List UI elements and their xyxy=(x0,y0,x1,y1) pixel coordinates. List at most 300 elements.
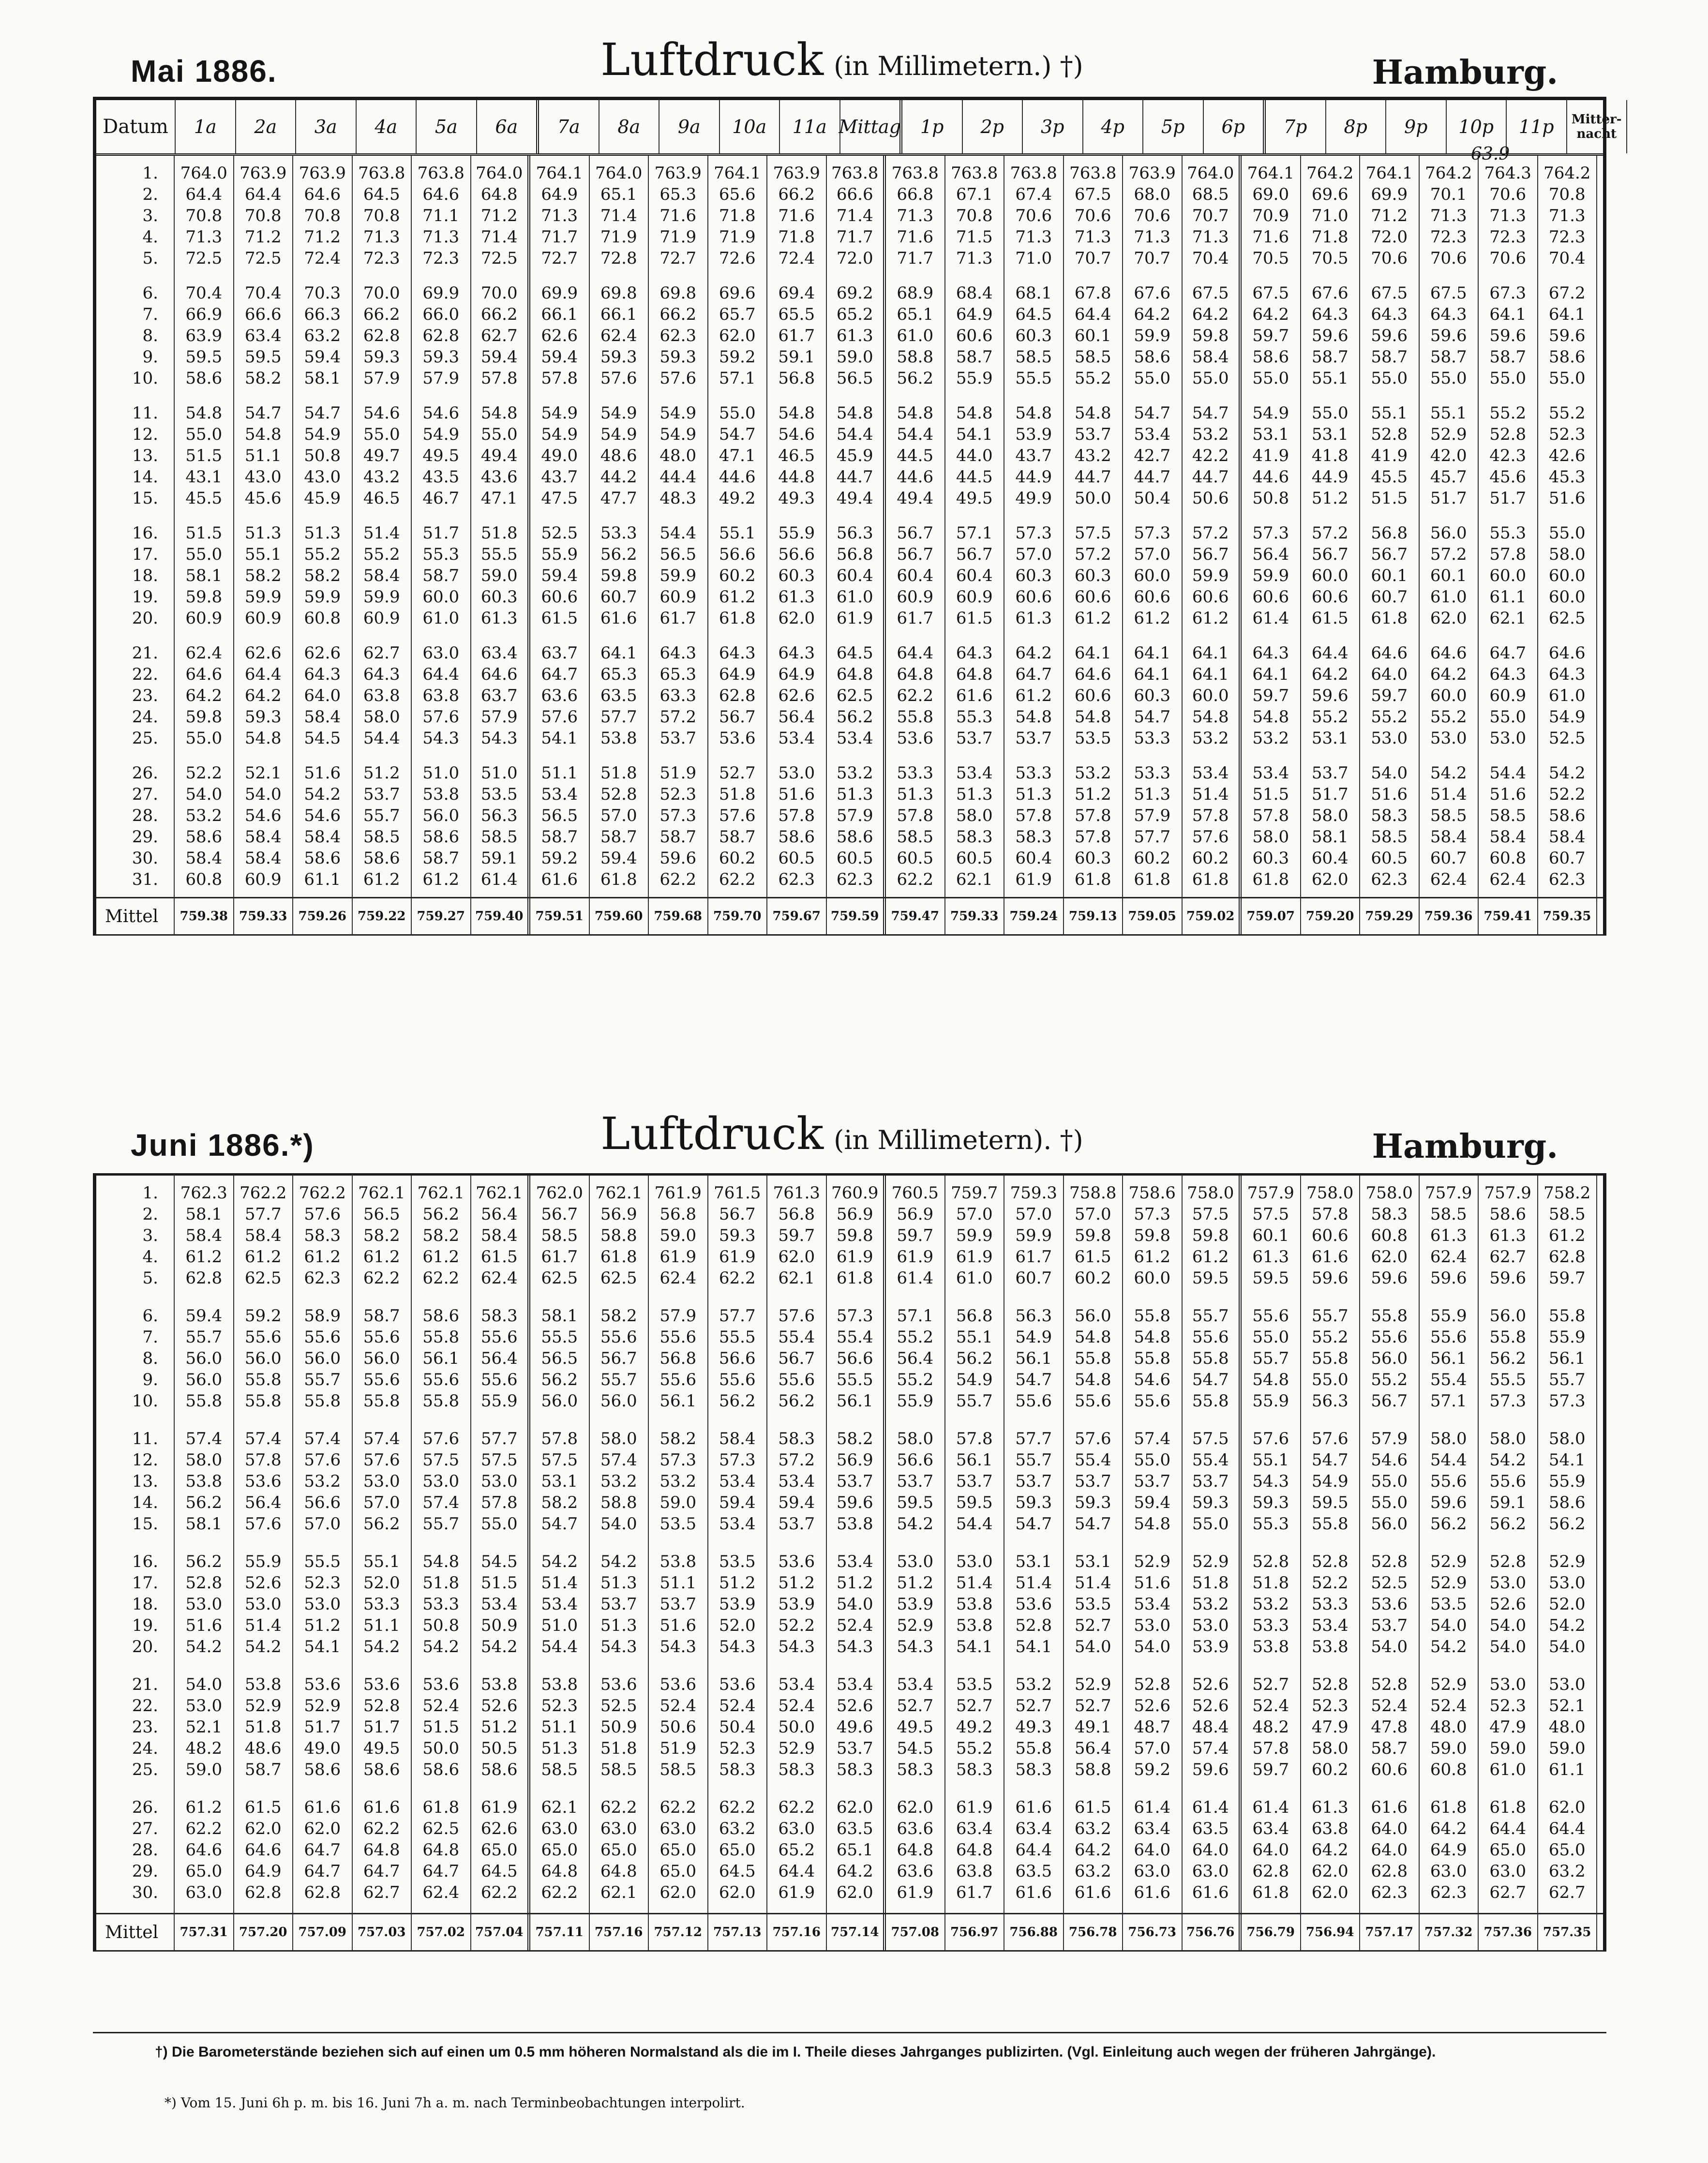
date-label: 1. xyxy=(142,1183,158,1203)
pressure-value: 63.0 xyxy=(659,1819,697,1838)
pressure-value: 48.3 xyxy=(659,489,697,508)
pressure-value: 45.5 xyxy=(185,489,223,508)
pressure-value: 57.5 xyxy=(1252,1205,1289,1224)
date-column xyxy=(96,1544,175,1667)
pressure-value: 70.6 xyxy=(1430,249,1467,268)
pressure-value: 71.2 xyxy=(480,206,518,225)
pressure-value: 43.7 xyxy=(1015,446,1052,465)
hour-column xyxy=(1064,1790,1124,1913)
hour-column xyxy=(886,636,945,756)
pressure-value: 64.5 xyxy=(719,1862,756,1881)
pressure-value: 53.4 xyxy=(719,1472,756,1491)
hour-column xyxy=(175,1544,234,1667)
pressure-value: 64.1 xyxy=(1134,665,1171,684)
hour-column xyxy=(1360,1544,1420,1667)
pressure-value: 52.5 xyxy=(1548,729,1586,748)
date-label: 14. xyxy=(132,1493,158,1512)
pressure-value: 57.8 xyxy=(1311,1205,1348,1224)
mittel-value: 757.17 xyxy=(1360,1914,1420,1950)
pressure-value: 65.5 xyxy=(778,305,815,324)
pressure-value: 60.5 xyxy=(836,849,873,868)
pressure-value: 53.7 xyxy=(1192,1472,1229,1491)
pressure-value: 52.5 xyxy=(1371,1573,1408,1593)
pressure-value: 763.8 xyxy=(417,164,464,183)
pressure-value: 62.4 xyxy=(1489,870,1527,889)
pressure-value: 58.2 xyxy=(836,1429,873,1448)
hour-column xyxy=(1301,1176,1361,1298)
pressure-value: 54.3 xyxy=(778,1637,815,1656)
pressure-value: 69.9 xyxy=(541,283,578,303)
pressure-value: 50.4 xyxy=(1134,489,1171,508)
pressure-value: 61.0 xyxy=(1430,587,1467,607)
pressure-value: 58.1 xyxy=(304,369,341,388)
pressure-value: 61.3 xyxy=(1489,1226,1527,1245)
hour-column xyxy=(1242,396,1301,516)
pressure-value: 52.8 xyxy=(1371,1675,1408,1694)
pressure-value: 56.2 xyxy=(897,369,934,388)
pressure-value: 763.8 xyxy=(1010,164,1057,183)
pressure-value: 61.6 xyxy=(600,609,637,628)
pressure-value: 60.6 xyxy=(1192,587,1229,607)
pressure-value: 61.6 xyxy=(1015,1798,1052,1817)
pressure-value: 44.9 xyxy=(1015,467,1052,487)
date-label: 17. xyxy=(132,545,158,564)
hour-column xyxy=(1064,516,1124,636)
pressure-value: 64.6 xyxy=(480,665,518,684)
pressure-value: 56.6 xyxy=(719,545,756,564)
pressure-value: 60.1 xyxy=(1252,1226,1289,1245)
pressure-value: 60.5 xyxy=(778,849,815,868)
pressure-value: 56.0 xyxy=(600,1391,637,1411)
pressure-value: 54.8 xyxy=(1074,1328,1111,1347)
pressure-value: 64.5 xyxy=(363,185,400,204)
hour-column xyxy=(412,1667,471,1790)
pressure-value: 763.9 xyxy=(1128,164,1176,183)
hour-column xyxy=(1123,516,1183,636)
pressure-value: 42.0 xyxy=(1430,446,1467,465)
hour-column xyxy=(1123,1544,1183,1667)
footnote-dagger: †) Die Barometerstände beziehen sich auf einen um 0.5 mm höheren Normalstand als die im I. Theile dieses Jahrganges publizirten. (Vgl. Einleitung auch wegen der früheren Jahrgänge). xyxy=(155,2044,1436,2060)
pressure-value: 51.4 xyxy=(956,1573,993,1593)
pressure-value: 57.3 xyxy=(836,1306,873,1326)
pressure-value: 51.4 xyxy=(363,523,400,543)
pressure-value: 60.3 xyxy=(1015,326,1052,345)
pressure-value: 56.7 xyxy=(897,523,934,543)
pressure-value: 61.8 xyxy=(1252,1883,1289,1902)
pressure-value: 55.1 xyxy=(363,1552,400,1571)
pressure-value: 54.8 xyxy=(1252,707,1289,727)
pressure-value: 64.3 xyxy=(719,643,756,663)
pressure-value: 62.2 xyxy=(422,1268,460,1288)
hour-column xyxy=(412,276,471,396)
pressure-value: 53.6 xyxy=(422,1675,460,1694)
hour-column xyxy=(1004,396,1064,516)
pressure-value: 44.9 xyxy=(1311,467,1348,487)
pressure-value: 52.8 xyxy=(1371,425,1408,444)
pressure-value: 62.2 xyxy=(659,1798,697,1817)
pressure-value: 53.5 xyxy=(1430,1595,1467,1614)
pressure-value: 62.8 xyxy=(422,326,460,345)
pressure-value: 64.2 xyxy=(1311,665,1348,684)
hour-column xyxy=(1420,636,1479,756)
pressure-value: 62.7 xyxy=(1489,1883,1527,1902)
pressure-value: 58.3 xyxy=(836,1760,873,1779)
column-header-row xyxy=(96,100,1622,156)
pressure-value: 65.3 xyxy=(659,185,697,204)
pressure-value: 55.4 xyxy=(1192,1450,1229,1470)
column-header-4p: 4p xyxy=(1083,100,1144,153)
pressure-value: 58.7 xyxy=(719,827,756,847)
pressure-value: 53.7 xyxy=(600,1595,637,1614)
pressure-value: 53.0 xyxy=(897,1552,934,1571)
pressure-value: 54.0 xyxy=(836,1595,873,1614)
day-group xyxy=(96,516,1603,636)
pressure-value: 53.6 xyxy=(1371,1595,1408,1614)
pressure-value: 55.0 xyxy=(185,425,223,444)
pressure-value: 70.7 xyxy=(1134,249,1171,268)
hour-column xyxy=(1183,1176,1242,1298)
pressure-value: 71.5 xyxy=(956,227,993,247)
pressure-value: 54.9 xyxy=(956,1370,993,1389)
hour-column xyxy=(471,1176,531,1298)
day-group xyxy=(96,1298,1603,1421)
day-group xyxy=(96,276,1603,396)
pressure-value: 57.6 xyxy=(1311,1429,1348,1448)
pressure-value: 51.3 xyxy=(897,785,934,804)
hour-column xyxy=(1064,756,1124,897)
pressure-value: 49.7 xyxy=(363,446,400,465)
pressure-value: 58.4 xyxy=(1192,347,1229,367)
pressure-value: 48.7 xyxy=(1134,1717,1171,1737)
pressure-value: 50.8 xyxy=(422,1616,460,1635)
hour-column xyxy=(412,1790,471,1913)
column-header-2p: 2p xyxy=(963,100,1023,153)
pressure-value: 57.3 xyxy=(659,1450,697,1470)
hour-column xyxy=(1123,396,1183,516)
pressure-value: 58.2 xyxy=(304,566,341,585)
hour-column xyxy=(1242,156,1301,276)
pressure-value: 53.8 xyxy=(244,1675,282,1694)
pressure-value: 61.1 xyxy=(304,870,341,889)
date-label: 23. xyxy=(132,1717,158,1737)
pressure-value: 51.2 xyxy=(897,1573,934,1593)
pressure-value: 44.7 xyxy=(1134,467,1171,487)
pressure-value: 51.5 xyxy=(185,523,223,543)
mittel-value: 759.33 xyxy=(234,898,294,934)
pressure-value: 53.6 xyxy=(659,1675,697,1694)
pressure-value: 71.3 xyxy=(422,227,460,247)
pressure-value: 60.6 xyxy=(1134,587,1171,607)
pressure-value: 58.6 xyxy=(422,1306,460,1326)
pressure-value: 59.6 xyxy=(1430,1268,1467,1288)
pressure-value: 58.6 xyxy=(836,827,873,847)
pressure-value: 59.3 xyxy=(1252,1493,1289,1512)
pressure-value: 61.4 xyxy=(480,870,518,889)
pressure-value: 60.8 xyxy=(304,609,341,628)
pressure-value: 64.3 xyxy=(304,665,341,684)
pressure-value: 69.9 xyxy=(1371,185,1408,204)
pressure-value: 71.2 xyxy=(304,227,341,247)
pressure-value: 62.2 xyxy=(600,1798,637,1817)
day-group xyxy=(96,396,1603,516)
pressure-value: 764.1 xyxy=(1365,164,1413,183)
pressure-value: 53.7 xyxy=(1015,1472,1052,1491)
pressure-value: 62.8 xyxy=(244,1883,282,1902)
pressure-value: 58.0 xyxy=(1430,1429,1467,1448)
pressure-value: 58.6 xyxy=(1548,1493,1586,1512)
date-label: 20. xyxy=(132,1637,158,1656)
pressure-value: 64.3 xyxy=(659,643,697,663)
date-label: 10. xyxy=(132,1391,158,1411)
pressure-value: 61.9 xyxy=(836,609,873,628)
pressure-value: 45.9 xyxy=(836,446,873,465)
hour-column xyxy=(649,1667,708,1790)
mittel-value: 759.20 xyxy=(1301,898,1361,934)
pressure-value: 55.6 xyxy=(1430,1328,1467,1347)
pressure-value: 758.0 xyxy=(1365,1183,1413,1203)
hour-column xyxy=(530,1421,590,1544)
pressure-value: 56.7 xyxy=(541,1205,578,1224)
pressure-value: 764.0 xyxy=(595,164,643,183)
pressure-value: 61.2 xyxy=(1074,609,1111,628)
june-title xyxy=(97,1108,1587,1160)
pressure-value: 71.3 xyxy=(1489,206,1527,225)
pressure-value: 51.2 xyxy=(719,1573,756,1593)
pressure-value: 60.3 xyxy=(1074,849,1111,868)
pressure-value: 55.2 xyxy=(304,545,341,564)
pressure-value: 764.2 xyxy=(1543,164,1591,183)
date-label: 20. xyxy=(132,609,158,628)
pressure-value: 66.2 xyxy=(778,185,815,204)
pressure-value: 55.7 xyxy=(956,1391,993,1411)
pressure-value: 62.0 xyxy=(778,1247,815,1267)
pressure-value: 72.5 xyxy=(244,249,282,268)
pressure-value: 61.3 xyxy=(480,609,518,628)
hour-column xyxy=(1242,636,1301,756)
pressure-value: 67.6 xyxy=(1134,283,1171,303)
pressure-value: 43.0 xyxy=(304,467,341,487)
pressure-value: 57.0 xyxy=(1015,1205,1052,1224)
pressure-value: 50.8 xyxy=(304,446,341,465)
pressure-value: 64.2 xyxy=(1015,643,1052,663)
pressure-value: 54.4 xyxy=(363,729,400,748)
pressure-value: 51.2 xyxy=(363,763,400,783)
pressure-value: 56.1 xyxy=(422,1349,460,1368)
date-label: 24. xyxy=(132,707,158,727)
pressure-value: 71.6 xyxy=(659,206,697,225)
pressure-value: 70.9 xyxy=(1252,206,1289,225)
pressure-value: 63.4 xyxy=(244,326,282,345)
pressure-value: 62.4 xyxy=(1430,870,1467,889)
pressure-value: 64.4 xyxy=(185,185,223,204)
pressure-value: 58.7 xyxy=(659,827,697,847)
pressure-value: 61.1 xyxy=(1489,587,1527,607)
pressure-value: 70.5 xyxy=(1311,249,1348,268)
pressure-value: 60.2 xyxy=(1311,1760,1348,1779)
mittel-value: 756.94 xyxy=(1301,1914,1361,1950)
hour-column xyxy=(708,636,768,756)
pressure-value: 57.0 xyxy=(304,1514,341,1534)
pressure-value: 54.8 xyxy=(185,403,223,423)
pressure-value: 54.6 xyxy=(244,806,282,825)
pressure-value: 57.2 xyxy=(1192,523,1229,543)
hour-column xyxy=(1301,1421,1361,1544)
june-title-sub: (in Millimetern). †) xyxy=(834,1125,1083,1155)
hour-column xyxy=(1242,1667,1301,1790)
pressure-value: 68.4 xyxy=(956,283,993,303)
pressure-value: 59.5 xyxy=(244,347,282,367)
pressure-value: 61.8 xyxy=(422,1798,460,1817)
pressure-value: 58.0 xyxy=(1311,806,1348,825)
pressure-value: 58.2 xyxy=(363,1226,400,1245)
pressure-value: 56.7 xyxy=(1192,545,1229,564)
date-label: 26. xyxy=(132,1798,158,1817)
pressure-value: 51.7 xyxy=(304,1717,341,1737)
pressure-value: 53.7 xyxy=(1134,1472,1171,1491)
hour-column xyxy=(1064,636,1124,756)
pressure-value: 52.8 xyxy=(1311,1675,1348,1694)
pressure-value: 52.8 xyxy=(1015,1616,1052,1635)
pressure-value: 70.8 xyxy=(185,206,223,225)
pressure-value: 71.6 xyxy=(778,206,815,225)
pressure-value: 59.3 xyxy=(244,707,282,727)
hour-column xyxy=(886,1790,945,1913)
pressure-value: 55.1 xyxy=(1430,403,1467,423)
pressure-value: 64.3 xyxy=(1548,665,1586,684)
date-label: 15. xyxy=(132,489,158,508)
pressure-value: 48.6 xyxy=(600,446,637,465)
pressure-value: 59.1 xyxy=(1489,1493,1527,1512)
pressure-value: 59.9 xyxy=(244,587,282,607)
pressure-value: 45.9 xyxy=(304,489,341,508)
pressure-value: 52.8 xyxy=(1252,1552,1289,1571)
pressure-value: 58.0 xyxy=(363,707,400,727)
date-label: 30. xyxy=(132,849,158,868)
pressure-value: 58.2 xyxy=(244,369,282,388)
pressure-value: 54.3 xyxy=(422,729,460,748)
hour-column xyxy=(175,1790,234,1913)
pressure-value: 55.6 xyxy=(244,1328,282,1347)
pressure-value: 59.9 xyxy=(1192,566,1229,585)
pressure-value: 62.8 xyxy=(1252,1862,1289,1881)
date-label: 9. xyxy=(142,347,158,367)
pressure-value: 60.7 xyxy=(1548,849,1586,868)
pressure-value: 58.7 xyxy=(422,566,460,585)
pressure-value: 54.3 xyxy=(897,1637,934,1656)
date-label: 14. xyxy=(132,467,158,487)
date-label: 16. xyxy=(132,1552,158,1571)
pressure-value: 51.7 xyxy=(422,523,460,543)
pressure-value: 57.6 xyxy=(659,369,697,388)
date-label: 22. xyxy=(132,1696,158,1715)
date-label: 21. xyxy=(132,1675,158,1694)
hour-column xyxy=(945,1790,1005,1913)
date-label: 9. xyxy=(142,1370,158,1389)
pressure-value: 57.3 xyxy=(659,806,697,825)
pressure-value: 71.0 xyxy=(1015,249,1052,268)
pressure-value: 61.4 xyxy=(1192,1798,1229,1817)
pressure-value: 56.2 xyxy=(185,1552,223,1571)
pressure-value: 53.2 xyxy=(1192,1595,1229,1614)
hour-column xyxy=(886,1176,945,1298)
hour-column xyxy=(234,396,294,516)
hour-column xyxy=(590,1790,649,1913)
pressure-value: 55.0 xyxy=(480,1514,518,1534)
pressure-value: 51.0 xyxy=(480,763,518,783)
pressure-value: 54.7 xyxy=(1015,1514,1052,1534)
pressure-value: 54.8 xyxy=(1252,1370,1289,1389)
date-column xyxy=(96,516,175,636)
hour-column xyxy=(649,1421,708,1544)
pressure-value: 61.2 xyxy=(1548,1226,1586,1245)
pressure-value: 53.7 xyxy=(659,1595,697,1614)
pressure-value: 72.5 xyxy=(185,249,223,268)
pressure-value: 56.8 xyxy=(659,1349,697,1368)
pressure-value: 59.8 xyxy=(1134,1226,1171,1245)
pressure-value: 43.1 xyxy=(185,467,223,487)
pressure-value: 61.8 xyxy=(600,1247,637,1267)
pressure-value: 60.8 xyxy=(1430,1760,1467,1779)
pressure-value: 57.2 xyxy=(659,707,697,727)
pressure-value: 61.2 xyxy=(363,870,400,889)
pressure-value: 44.5 xyxy=(897,446,934,465)
pressure-value: 54.5 xyxy=(897,1739,934,1758)
hour-column xyxy=(590,1176,649,1298)
pressure-value: 59.3 xyxy=(1192,1493,1229,1512)
pressure-value: 60.0 xyxy=(1489,566,1527,585)
pressure-value: 64.0 xyxy=(1371,665,1408,684)
pressure-value: 53.1 xyxy=(1015,1552,1052,1571)
pressure-value: 59.0 xyxy=(1430,1739,1467,1758)
pressure-value: 55.5 xyxy=(304,1552,341,1571)
pressure-value: 55.6 xyxy=(1015,1391,1052,1411)
pressure-value: 55.2 xyxy=(1548,403,1586,423)
pressure-value: 64.0 xyxy=(304,686,341,705)
pressure-value: 50.9 xyxy=(600,1717,637,1737)
hour-column xyxy=(1004,516,1064,636)
pressure-value: 64.8 xyxy=(480,185,518,204)
pressure-value: 64.7 xyxy=(1489,643,1527,663)
hour-column xyxy=(1123,1298,1183,1421)
pressure-value: 61.3 xyxy=(1311,1798,1348,1817)
pressure-value: 59.0 xyxy=(185,1760,223,1779)
pressure-value: 52.0 xyxy=(363,1573,400,1593)
hour-column xyxy=(827,1421,886,1544)
date-label: 21. xyxy=(132,643,158,663)
pressure-value: 56.2 xyxy=(1548,1514,1586,1534)
pressure-value: 53.4 xyxy=(897,1675,934,1694)
pressure-value: 63.5 xyxy=(600,686,637,705)
pressure-value: 60.2 xyxy=(1192,849,1229,868)
pressure-value: 57.6 xyxy=(363,1450,400,1470)
pressure-value: 59.6 xyxy=(1371,1268,1408,1288)
column-header-10a: 10a xyxy=(720,100,780,153)
pressure-value: 60.9 xyxy=(897,587,934,607)
pressure-value: 62.5 xyxy=(422,1819,460,1838)
hour-column xyxy=(175,1176,234,1298)
pressure-value: 61.2 xyxy=(363,1247,400,1267)
pressure-value: 71.4 xyxy=(600,206,637,225)
pressure-value: 64.6 xyxy=(1371,643,1408,663)
pressure-value: 55.5 xyxy=(719,1328,756,1347)
pressure-value: 47.9 xyxy=(1311,1717,1348,1737)
hour-column xyxy=(649,156,708,276)
pressure-value: 60.8 xyxy=(1371,1226,1408,1245)
hour-column xyxy=(1064,1667,1124,1790)
date-column xyxy=(96,276,175,396)
pressure-value: 56.0 xyxy=(541,1391,578,1411)
pressure-value: 48.0 xyxy=(1548,1717,1586,1737)
